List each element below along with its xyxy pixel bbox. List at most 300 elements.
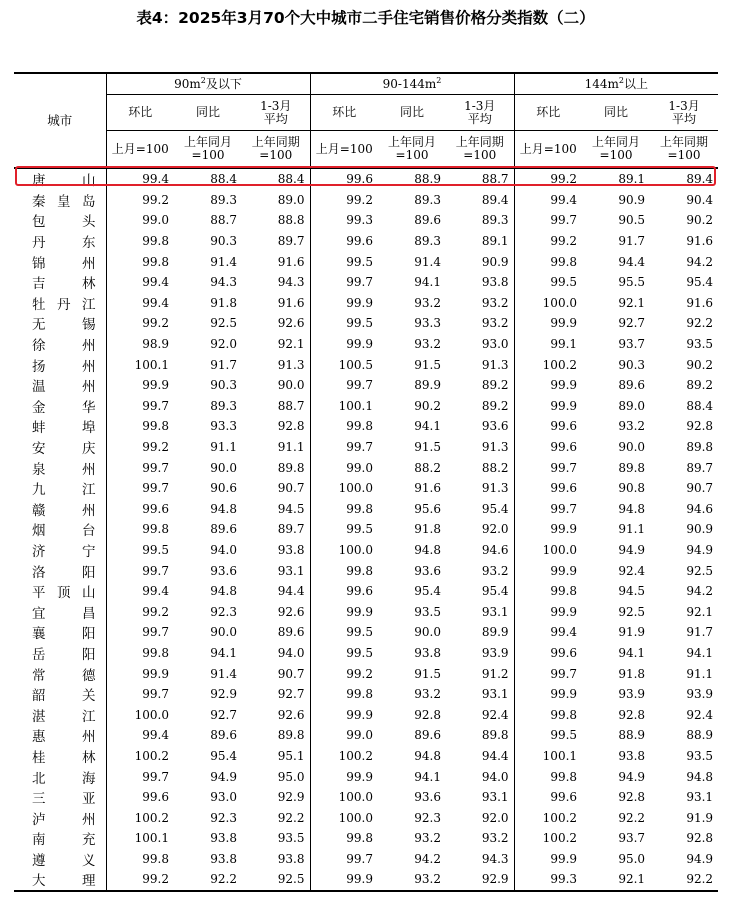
- index-value: 93.3: [414, 316, 441, 331]
- index-value: 99.5: [346, 254, 373, 269]
- index-value: 93.0: [446, 334, 514, 355]
- index-value: 91.6: [242, 251, 310, 272]
- header-base: 上年同月 =100: [378, 131, 446, 169]
- city-name: 徐州: [14, 334, 106, 355]
- index-value: 91.1: [210, 440, 237, 455]
- index-value: 99.9: [346, 295, 373, 310]
- index-value: 93.5: [686, 748, 714, 763]
- index-value: 94.3: [210, 275, 237, 290]
- header-base: 上年同月 =100: [174, 131, 242, 169]
- table-row: [14, 560, 718, 581]
- index-value: 100.2: [542, 357, 578, 372]
- header-metric: 同比: [582, 95, 650, 131]
- index-value: 99.5: [550, 275, 578, 290]
- index-value: 99.4: [142, 172, 169, 187]
- index-value: 95.4: [414, 584, 441, 599]
- index-value: 99.2: [142, 192, 169, 207]
- index-value: 93.8: [242, 540, 310, 561]
- index-value: 99.8: [142, 522, 169, 537]
- index-value: 93.2: [446, 293, 514, 314]
- header-base: 上月=100: [106, 131, 174, 169]
- index-value: 99.2: [106, 869, 174, 891]
- index-value: 89.6: [210, 728, 237, 743]
- city-name: 锦州: [14, 251, 106, 272]
- index-value: 91.6: [686, 234, 714, 249]
- index-value: 94.6: [686, 501, 714, 516]
- index-value: 92.0: [446, 519, 514, 540]
- index-value: 99.7: [142, 398, 169, 413]
- index-value: 99.6: [142, 501, 169, 516]
- index-value: 99.2: [550, 234, 578, 249]
- index-value: 99.4: [142, 584, 169, 599]
- index-value: 89.6: [618, 378, 646, 393]
- index-value: 99.7: [142, 687, 169, 702]
- index-value: 94.9: [686, 851, 714, 866]
- index-value: 90.7: [242, 663, 310, 684]
- table-row: [14, 416, 718, 437]
- index-value: 99.7: [142, 769, 169, 784]
- index-value: 92.4: [446, 704, 514, 725]
- index-value: 94.1: [210, 645, 237, 660]
- index-value: 89.2: [686, 378, 714, 393]
- index-value: 91.7: [618, 234, 646, 249]
- index-value: 89.8: [686, 440, 714, 455]
- index-value: 98.9: [142, 337, 169, 352]
- index-value: 90.9: [446, 251, 514, 272]
- index-value: 99.1: [550, 337, 578, 352]
- index-value: 91.3: [242, 354, 310, 375]
- index-value: 92.8: [618, 707, 646, 722]
- index-value: 93.5: [686, 337, 714, 352]
- index-value: 99.8: [346, 687, 373, 702]
- table-row: [14, 766, 718, 787]
- index-value: 99.6: [346, 234, 373, 249]
- index-value: 99.6: [550, 645, 578, 660]
- index-value: 95.4: [446, 499, 514, 520]
- index-value: 92.8: [686, 831, 714, 846]
- index-value: 88.4: [210, 172, 237, 187]
- city-name: 牡丹江: [14, 293, 106, 314]
- index-value: 95.4: [686, 275, 714, 290]
- index-value: 92.0: [210, 337, 237, 352]
- index-value: 99.9: [550, 563, 578, 578]
- index-value: 90.0: [618, 440, 646, 455]
- index-value: 99.0: [346, 728, 373, 743]
- index-value: 100.0: [542, 295, 578, 310]
- index-value: 91.9: [686, 810, 714, 825]
- index-value: 99.6: [142, 790, 169, 805]
- index-value: 94.0: [210, 542, 237, 557]
- index-value: 99.9: [550, 687, 578, 702]
- index-value: 99.7: [346, 275, 373, 290]
- index-value: 93.6: [414, 563, 441, 578]
- index-value: 99.9: [142, 666, 169, 681]
- index-value: 91.6: [686, 295, 714, 310]
- index-value: 92.7: [242, 684, 310, 705]
- city-name: 襄阳: [14, 622, 106, 643]
- city-name: 金华: [14, 396, 106, 417]
- index-value: 92.2: [618, 810, 646, 825]
- header-group-3: $144m^2$以上: [514, 73, 718, 95]
- index-value: 93.3: [210, 419, 237, 434]
- index-value: 89.1: [446, 231, 514, 252]
- index-value: 100.2: [338, 748, 373, 763]
- table-row: [14, 663, 718, 684]
- index-value: 93.2: [446, 560, 514, 581]
- header-metric: 同比: [174, 95, 242, 131]
- header-city: 城市: [14, 73, 106, 168]
- index-value: 100.0: [338, 542, 373, 557]
- table-row: [14, 272, 718, 293]
- city-name: 常德: [14, 663, 106, 684]
- index-value: 91.1: [686, 666, 714, 681]
- index-value: 100.2: [542, 810, 578, 825]
- index-value: 93.1: [446, 684, 514, 705]
- index-value: 99.6: [346, 584, 373, 599]
- header-base: 上月=100: [514, 131, 582, 169]
- index-value: 94.3: [242, 272, 310, 293]
- table-row: [14, 293, 718, 314]
- index-value: 99.3: [514, 869, 582, 891]
- index-value: 99.2: [346, 666, 373, 681]
- table-row: [14, 643, 718, 664]
- index-value: 99.7: [346, 378, 373, 393]
- index-value: 91.8: [210, 295, 237, 310]
- index-value: 90.8: [618, 481, 646, 496]
- index-value: 95.4: [210, 748, 237, 763]
- index-value: 91.9: [618, 625, 646, 640]
- index-value: 91.3: [446, 437, 514, 458]
- index-value: 92.8: [618, 790, 646, 805]
- index-value: 99.9: [550, 851, 578, 866]
- index-value: 92.3: [210, 810, 237, 825]
- index-value: 100.0: [542, 542, 578, 557]
- header-metric: 同比: [378, 95, 446, 131]
- city-name: 泉州: [14, 457, 106, 478]
- index-value: 99.9: [550, 378, 578, 393]
- index-value: 89.9: [414, 378, 441, 393]
- index-value: 99.7: [550, 460, 578, 475]
- index-value: 89.6: [414, 728, 441, 743]
- index-value: 88.9: [618, 728, 646, 743]
- index-value: 99.5: [346, 625, 373, 640]
- index-value: 99.7: [550, 213, 578, 228]
- index-value: 95.0: [242, 766, 310, 787]
- index-value: 90.9: [618, 192, 646, 207]
- header-metric: 1-3月 平均: [242, 95, 310, 131]
- index-value: 94.4: [242, 581, 310, 602]
- index-value: 93.8: [210, 831, 237, 846]
- city-name: 泸州: [14, 807, 106, 828]
- city-name: 南充: [14, 828, 106, 849]
- index-value: 89.4: [686, 172, 714, 187]
- index-value: 91.1: [618, 522, 646, 537]
- index-value: 99.5: [142, 542, 169, 557]
- index-value: 99.7: [142, 460, 169, 475]
- index-value: 99.4: [550, 192, 578, 207]
- index-value: 93.8: [210, 851, 237, 866]
- index-value: 88.7: [446, 168, 514, 190]
- index-value: 90.9: [686, 522, 714, 537]
- index-value: 99.6: [346, 172, 373, 187]
- index-value: 91.4: [210, 254, 237, 269]
- table-row: [14, 622, 718, 643]
- index-value: 92.1: [242, 334, 310, 355]
- index-value: 92.2: [242, 807, 310, 828]
- index-value: 99.6: [550, 440, 578, 455]
- index-value: 91.8: [618, 666, 646, 681]
- index-value: 99.0: [346, 460, 373, 475]
- index-value: 99.8: [550, 707, 578, 722]
- index-value: 89.3: [414, 192, 441, 207]
- city-name: 宜昌: [14, 601, 106, 622]
- index-value: 99.2: [142, 316, 169, 331]
- index-value: 91.7: [686, 625, 714, 640]
- index-value: 99.6: [550, 481, 578, 496]
- header-base: 上年同期 =100: [650, 131, 718, 169]
- index-value: 94.1: [414, 275, 441, 290]
- city-name: 秦皇岛: [14, 190, 106, 211]
- index-value: 92.3: [210, 604, 237, 619]
- index-value: 93.1: [242, 560, 310, 581]
- city-name: 吉林: [14, 272, 106, 293]
- index-value: 91.3: [446, 478, 514, 499]
- index-value: 100.0: [338, 810, 373, 825]
- header-base: 上年同期 =100: [446, 131, 514, 169]
- index-value: 99.7: [550, 501, 578, 516]
- index-value: 99.4: [550, 625, 578, 640]
- index-value: 100.0: [134, 707, 169, 722]
- index-value: 99.7: [142, 625, 169, 640]
- index-value: 91.5: [414, 440, 441, 455]
- header-metric: 1-3月 平均: [650, 95, 718, 131]
- index-value: 94.0: [242, 643, 310, 664]
- index-value: 93.8: [414, 645, 441, 660]
- index-value: 95.4: [446, 581, 514, 602]
- index-value: 100.2: [134, 810, 169, 825]
- index-value: 94.0: [446, 766, 514, 787]
- index-value: 91.4: [210, 666, 237, 681]
- index-value: 89.1: [618, 172, 646, 187]
- header-group-2: $90-144m^2$: [310, 73, 514, 95]
- index-value: 92.1: [686, 604, 714, 619]
- index-value: 100.5: [338, 357, 373, 372]
- index-value: 94.8: [210, 584, 237, 599]
- index-value: 94.2: [686, 584, 714, 599]
- table-row: [14, 251, 718, 272]
- index-value: 93.2: [414, 295, 441, 310]
- table-row: [14, 396, 718, 417]
- index-value: 93.6: [414, 790, 441, 805]
- index-value: 89.7: [242, 519, 310, 540]
- index-value: 90.7: [242, 478, 310, 499]
- index-value: 94.2: [414, 851, 441, 866]
- index-value: 92.8: [686, 419, 714, 434]
- header-metric: 1-3月 平均: [446, 95, 514, 131]
- index-value: 89.6: [242, 622, 310, 643]
- index-value: 92.2: [650, 869, 718, 891]
- index-value: 94.8: [414, 542, 441, 557]
- index-value: 94.8: [210, 501, 237, 516]
- table-row: [14, 478, 718, 499]
- index-value: 99.4: [142, 275, 169, 290]
- index-value: 95.0: [618, 851, 646, 866]
- city-name: 洛阳: [14, 560, 106, 581]
- index-value: 89.7: [686, 460, 714, 475]
- index-value: 89.6: [414, 213, 441, 228]
- index-value: 88.9: [686, 728, 714, 743]
- index-value: 92.7: [618, 316, 646, 331]
- index-value: 99.9: [550, 604, 578, 619]
- index-value: 99.8: [142, 645, 169, 660]
- index-value: 92.1: [618, 295, 646, 310]
- index-value: 99.9: [550, 316, 578, 331]
- index-value: 99.9: [346, 337, 373, 352]
- index-value: 92.6: [242, 704, 310, 725]
- index-value: 93.6: [210, 563, 237, 578]
- index-value: 93.2: [618, 419, 646, 434]
- index-value: 99.4: [142, 295, 169, 310]
- index-value: 89.3: [210, 192, 237, 207]
- table-row: [14, 519, 718, 540]
- index-value: 92.9: [242, 787, 310, 808]
- index-value: 99.0: [142, 213, 169, 228]
- index-value: 92.5: [686, 563, 714, 578]
- table-row: [14, 457, 718, 478]
- table-row: [14, 787, 718, 808]
- index-value: 90.2: [686, 357, 714, 372]
- table-row: [14, 581, 718, 602]
- index-value: 94.4: [446, 746, 514, 767]
- index-value: 100.1: [134, 357, 169, 372]
- city-name: 大理: [14, 869, 106, 891]
- table-row: [14, 684, 718, 705]
- index-value: 94.1: [618, 645, 646, 660]
- city-name: 济宁: [14, 540, 106, 561]
- index-value: 92.4: [686, 707, 714, 722]
- index-value: 94.5: [242, 499, 310, 520]
- index-value: 93.2: [446, 313, 514, 334]
- index-value: 89.8: [618, 460, 646, 475]
- index-value: 99.9: [550, 522, 578, 537]
- index-value: 91.1: [242, 437, 310, 458]
- index-value: 93.8: [242, 849, 310, 870]
- header-base: 上月=100: [310, 131, 378, 169]
- index-value: 89.8: [446, 725, 514, 746]
- table-row: [14, 313, 718, 334]
- city-name: 桂林: [14, 746, 106, 767]
- index-value: 93.6: [446, 416, 514, 437]
- index-value: 92.5: [210, 316, 237, 331]
- city-name: 岳阳: [14, 643, 106, 664]
- index-value: 88.7: [210, 213, 237, 228]
- index-value: 99.8: [346, 419, 373, 434]
- index-value: 100.1: [134, 831, 169, 846]
- index-value: 99.8: [550, 254, 578, 269]
- index-value: 92.7: [210, 707, 237, 722]
- index-value: 90.3: [210, 378, 237, 393]
- index-value: 99.8: [142, 419, 169, 434]
- city-name: 烟台: [14, 519, 106, 540]
- index-value: 94.8: [618, 501, 646, 516]
- index-value: 94.1: [686, 645, 714, 660]
- index-value: 94.5: [618, 584, 646, 599]
- city-name: 蚌埠: [14, 416, 106, 437]
- index-value: 94.9: [686, 542, 714, 557]
- index-value: 88.7: [242, 396, 310, 417]
- index-value: 93.7: [618, 831, 646, 846]
- index-value: 92.2: [174, 869, 242, 891]
- index-value: 99.9: [142, 378, 169, 393]
- index-value: 92.8: [242, 416, 310, 437]
- index-value: 93.9: [446, 643, 514, 664]
- index-value: 94.4: [618, 254, 646, 269]
- index-value: 93.2: [446, 828, 514, 849]
- city-name: 温州: [14, 375, 106, 396]
- index-value: 90.4: [686, 192, 714, 207]
- index-value: 99.5: [550, 728, 578, 743]
- table-row: [14, 746, 718, 767]
- index-value: 92.2: [686, 316, 714, 331]
- index-value: 91.2: [446, 663, 514, 684]
- table-row: [14, 807, 718, 828]
- table-row: [14, 168, 718, 190]
- table-row: [14, 210, 718, 231]
- table-row: [14, 190, 718, 211]
- index-value: 89.0: [242, 190, 310, 211]
- index-value: 93.8: [618, 748, 646, 763]
- index-value: 99.9: [346, 604, 373, 619]
- index-value: 100.0: [338, 790, 373, 805]
- index-value: 99.7: [142, 563, 169, 578]
- index-value: 88.4: [686, 398, 714, 413]
- table-row: [14, 704, 718, 725]
- table-row: [14, 231, 718, 252]
- index-value: 99.9: [346, 707, 373, 722]
- index-value: 90.2: [686, 213, 714, 228]
- index-value: 92.9: [446, 869, 514, 891]
- index-value: 88.4: [242, 168, 310, 190]
- city-name: 九江: [14, 478, 106, 499]
- index-value: 94.2: [686, 254, 714, 269]
- index-value: 99.7: [550, 666, 578, 681]
- index-value: 90.0: [210, 460, 237, 475]
- city-name: 平顶山: [14, 581, 106, 602]
- index-value: 99.8: [346, 563, 373, 578]
- index-value: 93.1: [446, 787, 514, 808]
- index-value: 93.7: [618, 337, 646, 352]
- index-value: 100.2: [542, 831, 578, 846]
- index-value: 95.5: [618, 275, 646, 290]
- index-value: 93.0: [210, 790, 237, 805]
- index-value: 99.5: [346, 316, 373, 331]
- index-value: 89.4: [446, 190, 514, 211]
- index-value: 93.1: [446, 601, 514, 622]
- index-value: 99.2: [142, 440, 169, 455]
- index-value: 93.9: [618, 687, 646, 702]
- index-value: 99.2: [142, 604, 169, 619]
- index-value: 88.2: [414, 460, 441, 475]
- index-value: 89.7: [242, 231, 310, 252]
- index-value: 89.2: [446, 375, 514, 396]
- city-name: 赣州: [14, 499, 106, 520]
- index-value: 92.4: [618, 563, 646, 578]
- index-value: 93.5: [242, 828, 310, 849]
- index-value: 92.0: [446, 807, 514, 828]
- index-value: 94.1: [414, 419, 441, 434]
- city-name: 三亚: [14, 787, 106, 808]
- index-value: 89.3: [446, 210, 514, 231]
